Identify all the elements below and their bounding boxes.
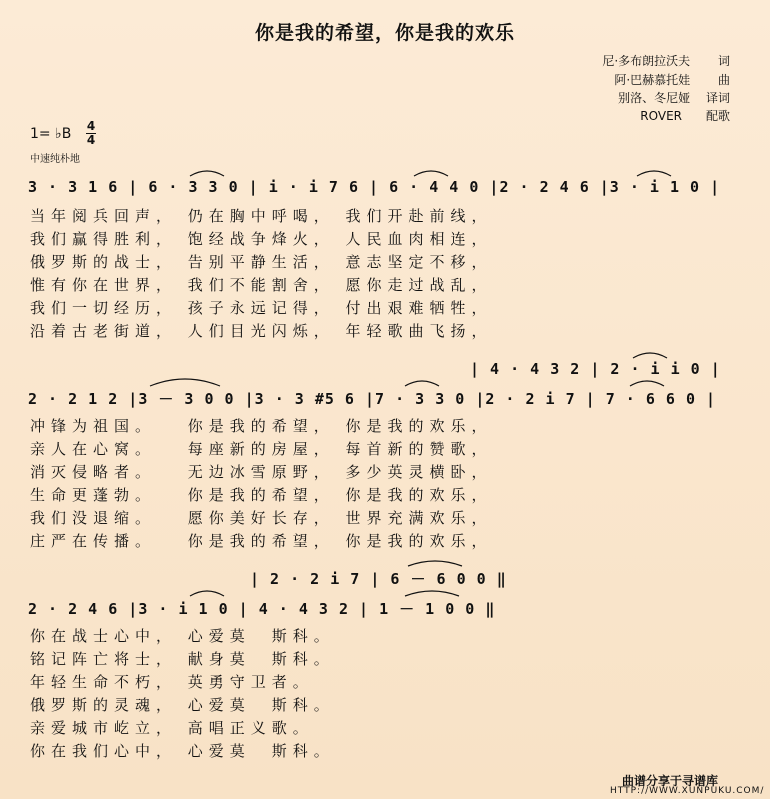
slur-mark [408, 561, 462, 566]
lyric-line: 消灭侵略者。 无边冰雪原野， 多少英灵横卧， [30, 463, 493, 481]
slur-mark [190, 171, 224, 176]
slur-mark [405, 591, 459, 596]
composer-credit: 阿·巴赫慕托娃 曲 [614, 73, 730, 87]
lyric-line: 亲人在心窝。 每座新的房屋， 每首新的赞歌， [30, 440, 493, 458]
tempo-marking: 中速纯朴地 [30, 154, 80, 165]
slur-mark [633, 353, 667, 358]
lyric-line: 冲锋为祖国。 你是我的希望， 你是我的欢乐， [30, 417, 493, 435]
lyric-line: 铭记阵亡将士， 献身莫 斯科。 [30, 650, 335, 668]
slur-mark [414, 171, 448, 176]
lyric-line: 生命更蓬勃。 你是我的希望， 你是我的欢乐， [30, 486, 493, 504]
lyric-line: 年轻生命不朽， 英勇守卫者。 [30, 673, 314, 691]
notation-line: 2 · 2 1 2 |3 － 3 0 0 |3 · 3 #5 6 |7 · 3 3 0 |2 · 2 i 7 | 7 · 6 6 0 | [28, 390, 717, 408]
lyric-line: 俄罗斯的战士， 告别平静生活， 意志坚定不移， [30, 253, 493, 271]
lyricist-credit: 尼·多布朗拉沃夫 词 [602, 54, 730, 68]
lyric-line: 庄严在传播。 你是我的希望， 你是我的欢乐， [30, 532, 493, 550]
watermark-site-url: HTTP://WWW.XUNPUKU.COM/ [610, 786, 765, 796]
lyric-line: 你在战士心中， 心爱莫 斯科。 [30, 627, 335, 645]
slur-mark [630, 381, 664, 386]
lyric-line: 亲爱城市屹立， 高唱正义歌。 [30, 719, 314, 737]
arranger-credit: ROVER 配歌 [640, 109, 730, 123]
lyric-line: 俄罗斯的灵魂， 心爱莫 斯科。 [30, 696, 335, 714]
slur-mark [190, 591, 224, 596]
time-sig-top: 4 [86, 119, 96, 133]
lyric-line: 我们没退缩。 愿你美好长存， 世界充满欢乐， [30, 509, 493, 527]
lyric-line: 你在我们心中， 心爱莫 斯科。 [30, 742, 335, 760]
notation-line: 3 · 3 1 6 | 6 · 3 3 0 | i · i 7 6 | 6 · 4 4 0 |2 · 2 4 6 |3 · i 1 0 | [28, 178, 721, 196]
lyric-line: 沿着古老街道， 人们目光闪烁， 年轻歌曲飞扬， [30, 322, 493, 340]
slur-mark [637, 171, 671, 176]
key-signature: 1= ♭B [30, 126, 72, 142]
lyric-line: 惟有你在世界， 我们不能割舍， 愿你走过战乱， [30, 276, 493, 294]
watermark-site-name: 曲谱分享于寻谱库 [622, 774, 719, 788]
lyric-line: 当年阅兵回声， 仍在胸中呼喝， 我们开赴前线， [30, 207, 493, 225]
alternate-ending-notation: | 4 · 4 3 2 | 2 · i i 0 | [470, 360, 721, 378]
alternate-ending-notation: | 2 · 2 i 7 | 6 － 6 0 0 ‖ [250, 570, 507, 588]
slur-mark [150, 379, 220, 386]
time-sig-bottom: 4 [86, 133, 96, 147]
lyric-line: 我们一切经历， 孩子永远记得， 付出艰难牺牲， [30, 299, 493, 317]
notation-line: 2 · 2 4 6 |3 · i 1 0 | 4 · 4 3 2 | 1 － 1 0 0 ‖ [28, 600, 496, 618]
song-title: 你是我的希望，你是我的欢乐 [254, 22, 515, 44]
translator-credit: 别洛、冬尼娅 译词 [618, 91, 730, 105]
slur-mark [405, 381, 439, 386]
lyric-line: 我们赢得胜利， 饱经战争烽火， 人民血肉相连， [30, 230, 493, 248]
